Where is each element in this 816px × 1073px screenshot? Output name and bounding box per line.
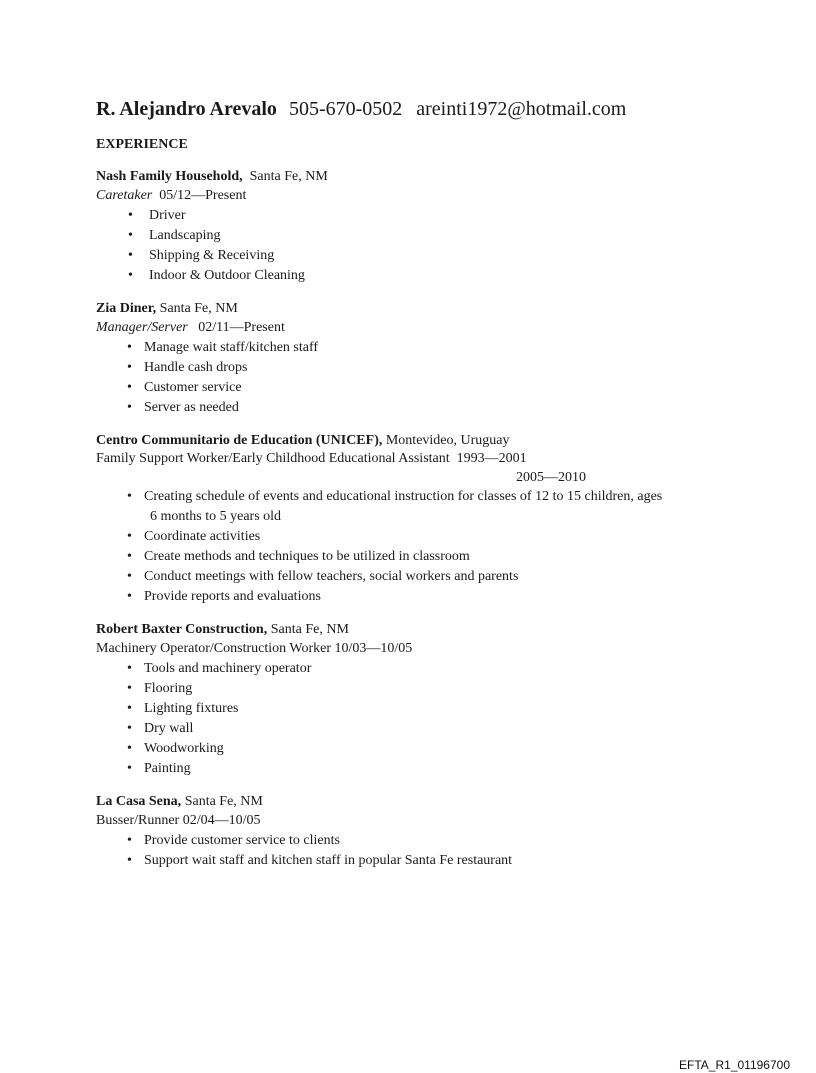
job-entry-robert-baxter [96, 620, 736, 779]
job-dates: 10/03—10/05 [334, 641, 413, 656]
list-item: • Indoor & Outdoor Cleaning [96, 266, 736, 286]
list-item: • Conduct meetings with fellow teachers, social workers and parents [96, 567, 736, 587]
list-item: • Provide customer service to clients [96, 831, 736, 851]
job-role-line [96, 450, 736, 468]
job-role-line [96, 639, 736, 659]
job-duties-list [96, 831, 736, 871]
resume-page [96, 96, 736, 871]
job-role-line [96, 811, 736, 831]
job-org-line [96, 299, 736, 318]
job-location: Santa Fe, NM [159, 301, 238, 316]
list-item: • Dry wall [96, 719, 736, 739]
job-dates: 02/04—10/05 [182, 813, 261, 828]
job-role-line [96, 318, 736, 338]
job-entry-centro-communitario [96, 431, 736, 607]
list-item: • Manage wait staff/kitchen staff [96, 338, 736, 358]
job-org-line [96, 167, 736, 186]
document-id-stamp: EFTA_R1_01196700 [679, 1058, 790, 1072]
list-item: • Driver [96, 206, 736, 226]
job-role: Caretaker [96, 188, 153, 203]
job-dates: 02/11—Present [198, 320, 285, 335]
job-org-line [96, 431, 736, 450]
list-item: • Provide reports and evaluations [96, 587, 736, 607]
job-entry-la-casa-sena [96, 792, 736, 871]
list-item: • Support wait staff and kitchen staff in popular Santa Fe restaurant [96, 851, 736, 871]
list-item: • Tools and machinery operator [96, 659, 736, 679]
resume-header [96, 96, 736, 122]
job-dates: 1993—2001 [456, 451, 527, 466]
applicant-email: areinti1972@hotmail.com [416, 98, 627, 120]
job-org-name: Centro Communitario de Education (UNICEF), [96, 433, 383, 448]
job-org-line [96, 620, 736, 639]
job-org-name: Zia Diner, [96, 301, 157, 316]
job-role: Busser/Runner [96, 813, 180, 828]
list-item: • Lighting fixtures [96, 699, 736, 719]
job-duties-list [96, 338, 736, 418]
job-org-name: Robert Baxter Construction, [96, 622, 268, 637]
job-dates-extra: 2005—2010 [516, 470, 586, 485]
job-location: Santa Fe, NM [184, 794, 263, 809]
list-item: • Customer service [96, 378, 736, 398]
list-item: • Create methods and techniques to be utilized in classroom [96, 547, 736, 567]
job-duties-list [96, 487, 736, 607]
list-item: • Landscaping [96, 226, 736, 246]
applicant-phone: 505-670-0502 [288, 98, 403, 120]
list-item-continuation: 6 months to 5 years old [150, 509, 282, 524]
job-location: Santa Fe, NM [270, 622, 349, 637]
job-role: Machinery Operator/Construction Worker [96, 641, 331, 656]
job-org-name: Nash Family Household, [96, 169, 243, 184]
list-item: • Painting [96, 759, 736, 779]
list-item-text: Creating schedule of events and educational instruction for classes of 12 to 15 children, ages [144, 489, 663, 504]
job-duties-list [96, 206, 736, 286]
list-item: • Shipping & Receiving [96, 246, 736, 266]
section-title-experience: EXPERIENCE [96, 137, 188, 152]
job-org-line [96, 792, 736, 811]
list-item: • Handle cash drops [96, 358, 736, 378]
job-location: Montevideo, Uruguay [385, 433, 510, 448]
job-dates: 05/12—Present [159, 188, 247, 203]
job-entry-nash-family [96, 167, 736, 286]
job-role: Manager/Server [96, 320, 188, 335]
job-duties-list [96, 659, 736, 779]
list-item: • Coordinate activities [96, 527, 736, 547]
job-role-line [96, 186, 736, 206]
list-item: • Woodworking [96, 739, 736, 759]
job-entry-zia-diner [96, 299, 736, 418]
list-item: • Server as needed [96, 398, 736, 418]
job-org-name: La Casa Sena, [96, 794, 182, 809]
list-item: • Flooring [96, 679, 736, 699]
list-item [96, 487, 736, 527]
job-role: Family Support Worker/Early Childhood Educational Assistant [96, 451, 450, 466]
applicant-name: R. Alejandro Arevalo [96, 98, 277, 120]
job-location: Santa Fe, NM [249, 169, 328, 184]
